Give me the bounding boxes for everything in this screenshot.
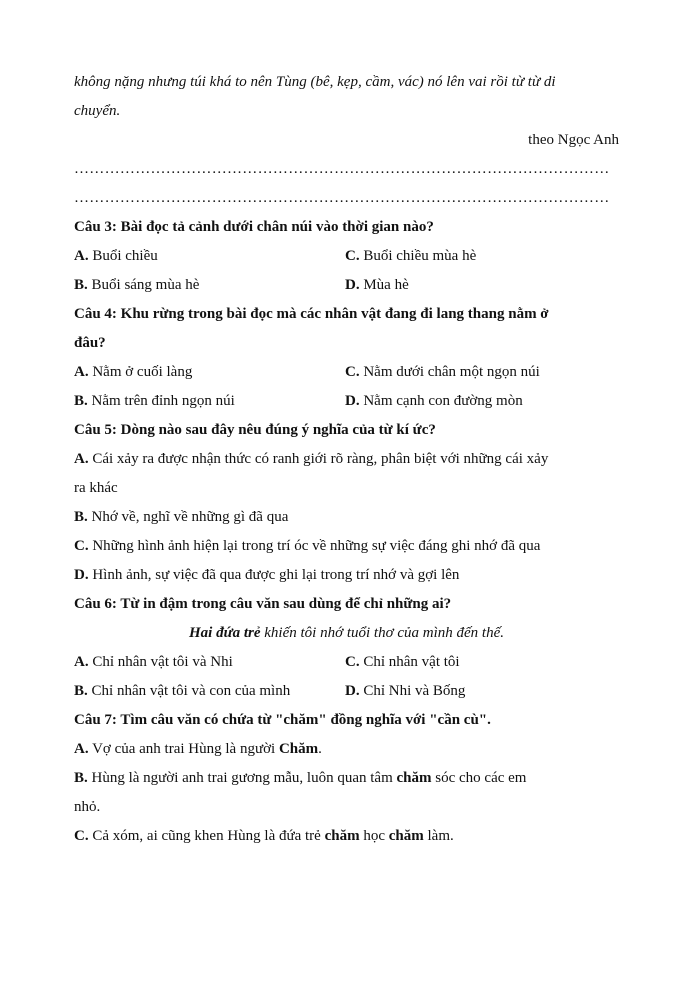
q7-option-a: [74, 735, 619, 764]
q7-option-b-continued: nhỏ.: [74, 799, 101, 815]
q6-option-b: [74, 677, 345, 706]
option-text: Những hình ảnh hiện lại trong trí óc về những sự việc đáng ghi nhớ đã qua: [88, 538, 541, 554]
question-6: Câu 6: Từ in đậm trong câu văn sau dùng để chỉ những ai?: [74, 596, 452, 612]
passage-line: chuyển.: [74, 103, 121, 119]
question-4-line-2: đâu?: [74, 335, 106, 351]
option-text: Hình ảnh, sự việc đã qua được ghi lại trong trí nhớ và gợi lên: [88, 567, 460, 583]
option-text: Buổi chiều mùa hè: [359, 248, 477, 264]
passage-line: không nặng nhưng túi khá to nên Tùng (bê, kẹp, cầm, vác) nó lên vai rồi từ từ di: [74, 74, 556, 90]
option-text: Chỉ nhân vật tôi và Nhi: [88, 654, 233, 670]
option-label: D.: [345, 683, 360, 699]
q3-option-b: [74, 271, 345, 300]
option-label: B.: [74, 393, 88, 409]
q7-option-b: [74, 764, 619, 793]
q5-option-d: [74, 561, 619, 590]
q5-option-a-continued: ra khác: [74, 480, 118, 496]
q3-option-a: [74, 242, 345, 271]
quote-rest: khiến tôi nhớ tuổi thơ của mình đến thế.: [260, 625, 504, 641]
option-label: A.: [74, 451, 89, 467]
question-7: Câu 7: Tìm câu văn có chứa từ "chăm" đồng nghĩa với "cần cù".: [74, 712, 491, 728]
option-label: D.: [74, 567, 89, 583]
option-text: Nằm trên đỉnh ngọn núi: [87, 393, 235, 409]
option-label: C.: [74, 538, 89, 554]
q4-option-b: [74, 387, 345, 416]
bold-word: Chăm: [278, 741, 319, 757]
q3-option-c: [345, 242, 619, 271]
option-text: sóc cho các em: [431, 770, 527, 786]
answer-line: ……………………………………………………………………………………………: [74, 161, 610, 177]
option-text: làm.: [423, 828, 454, 844]
option-label: A.: [74, 364, 89, 380]
option-text: Hùng là người anh trai gương mẫu, luôn quan tâm: [87, 770, 397, 786]
option-label: A.: [74, 654, 89, 670]
q5-option-c: [74, 532, 619, 561]
q7-option-c: [74, 822, 619, 851]
option-text: Nằm cạnh con đường mòn: [359, 393, 523, 409]
option-label: C.: [345, 654, 360, 670]
q5-option-a: [74, 445, 619, 474]
option-label: D.: [345, 277, 360, 293]
q3-options-row-2: [74, 271, 619, 300]
option-text: Buổi chiều: [88, 248, 158, 264]
option-text: .: [318, 741, 322, 757]
q4-option-a: [74, 358, 345, 387]
option-text: Vợ của anh trai Hùng là người: [88, 741, 279, 757]
option-label: B.: [74, 277, 88, 293]
q6-option-d: [345, 677, 619, 706]
q6-options-row-2: [74, 677, 619, 706]
question-5: Câu 5: Dòng nào sau đây nêu đúng ý nghĩa của từ kí ức?: [74, 422, 436, 438]
q3-options-row-1: [74, 242, 619, 271]
option-text: Chỉ Nhi và Bống: [359, 683, 466, 699]
option-label: B.: [74, 509, 88, 525]
document-content: [74, 68, 619, 851]
q5-option-b: [74, 503, 619, 532]
option-text: Mùa hè: [359, 277, 409, 293]
passage-source: theo Ngọc Anh: [528, 132, 619, 148]
question-3: Câu 3: Bài đọc tả cảnh dưới chân núi vào thời gian nào?: [74, 219, 434, 235]
option-text: Buổi sáng mùa hè: [87, 277, 200, 293]
option-label: C.: [345, 364, 360, 380]
option-label: A.: [74, 741, 89, 757]
option-label: C.: [345, 248, 360, 264]
option-text: Cái xảy ra được nhận thức có ranh giới rõ ràng, phân biệt với những cái xảy: [88, 451, 549, 467]
option-text: Nhớ về, nghĩ về những gì đã qua: [87, 509, 289, 525]
bold-word: chăm: [324, 828, 360, 844]
q6-option-a: [74, 648, 345, 677]
option-text: Nằm dưới chân một ngọn núi: [359, 364, 540, 380]
option-label: C.: [74, 828, 89, 844]
option-label: B.: [74, 770, 88, 786]
q6-quote: [74, 619, 619, 648]
answer-line: ……………………………………………………………………………………………: [74, 190, 610, 206]
bold-word: chăm: [396, 770, 432, 786]
q4-options-row-2: [74, 387, 619, 416]
option-text: học: [359, 828, 389, 844]
option-label: B.: [74, 683, 88, 699]
q4-options-row-1: [74, 358, 619, 387]
option-label: A.: [74, 248, 89, 264]
option-text: Chỉ nhân vật tôi: [359, 654, 460, 670]
q4-option-c: [345, 358, 619, 387]
q3-option-d: [345, 271, 619, 300]
q4-option-d: [345, 387, 619, 416]
quote-bold: Hai đứa trẻ: [189, 625, 261, 641]
bold-word: chăm: [388, 828, 424, 844]
question-4-line-1: Câu 4: Khu rừng trong bài đọc mà các nhân vật đang đi lang thang nằm ở: [74, 306, 549, 322]
q6-options-row-1: [74, 648, 619, 677]
q6-option-c: [345, 648, 619, 677]
option-text: Chỉ nhân vật tôi và con của mình: [87, 683, 291, 699]
option-text: Nằm ở cuối làng: [88, 364, 193, 380]
option-text: Cả xóm, ai cũng khen Hùng là đứa trẻ: [88, 828, 325, 844]
option-label: D.: [345, 393, 360, 409]
